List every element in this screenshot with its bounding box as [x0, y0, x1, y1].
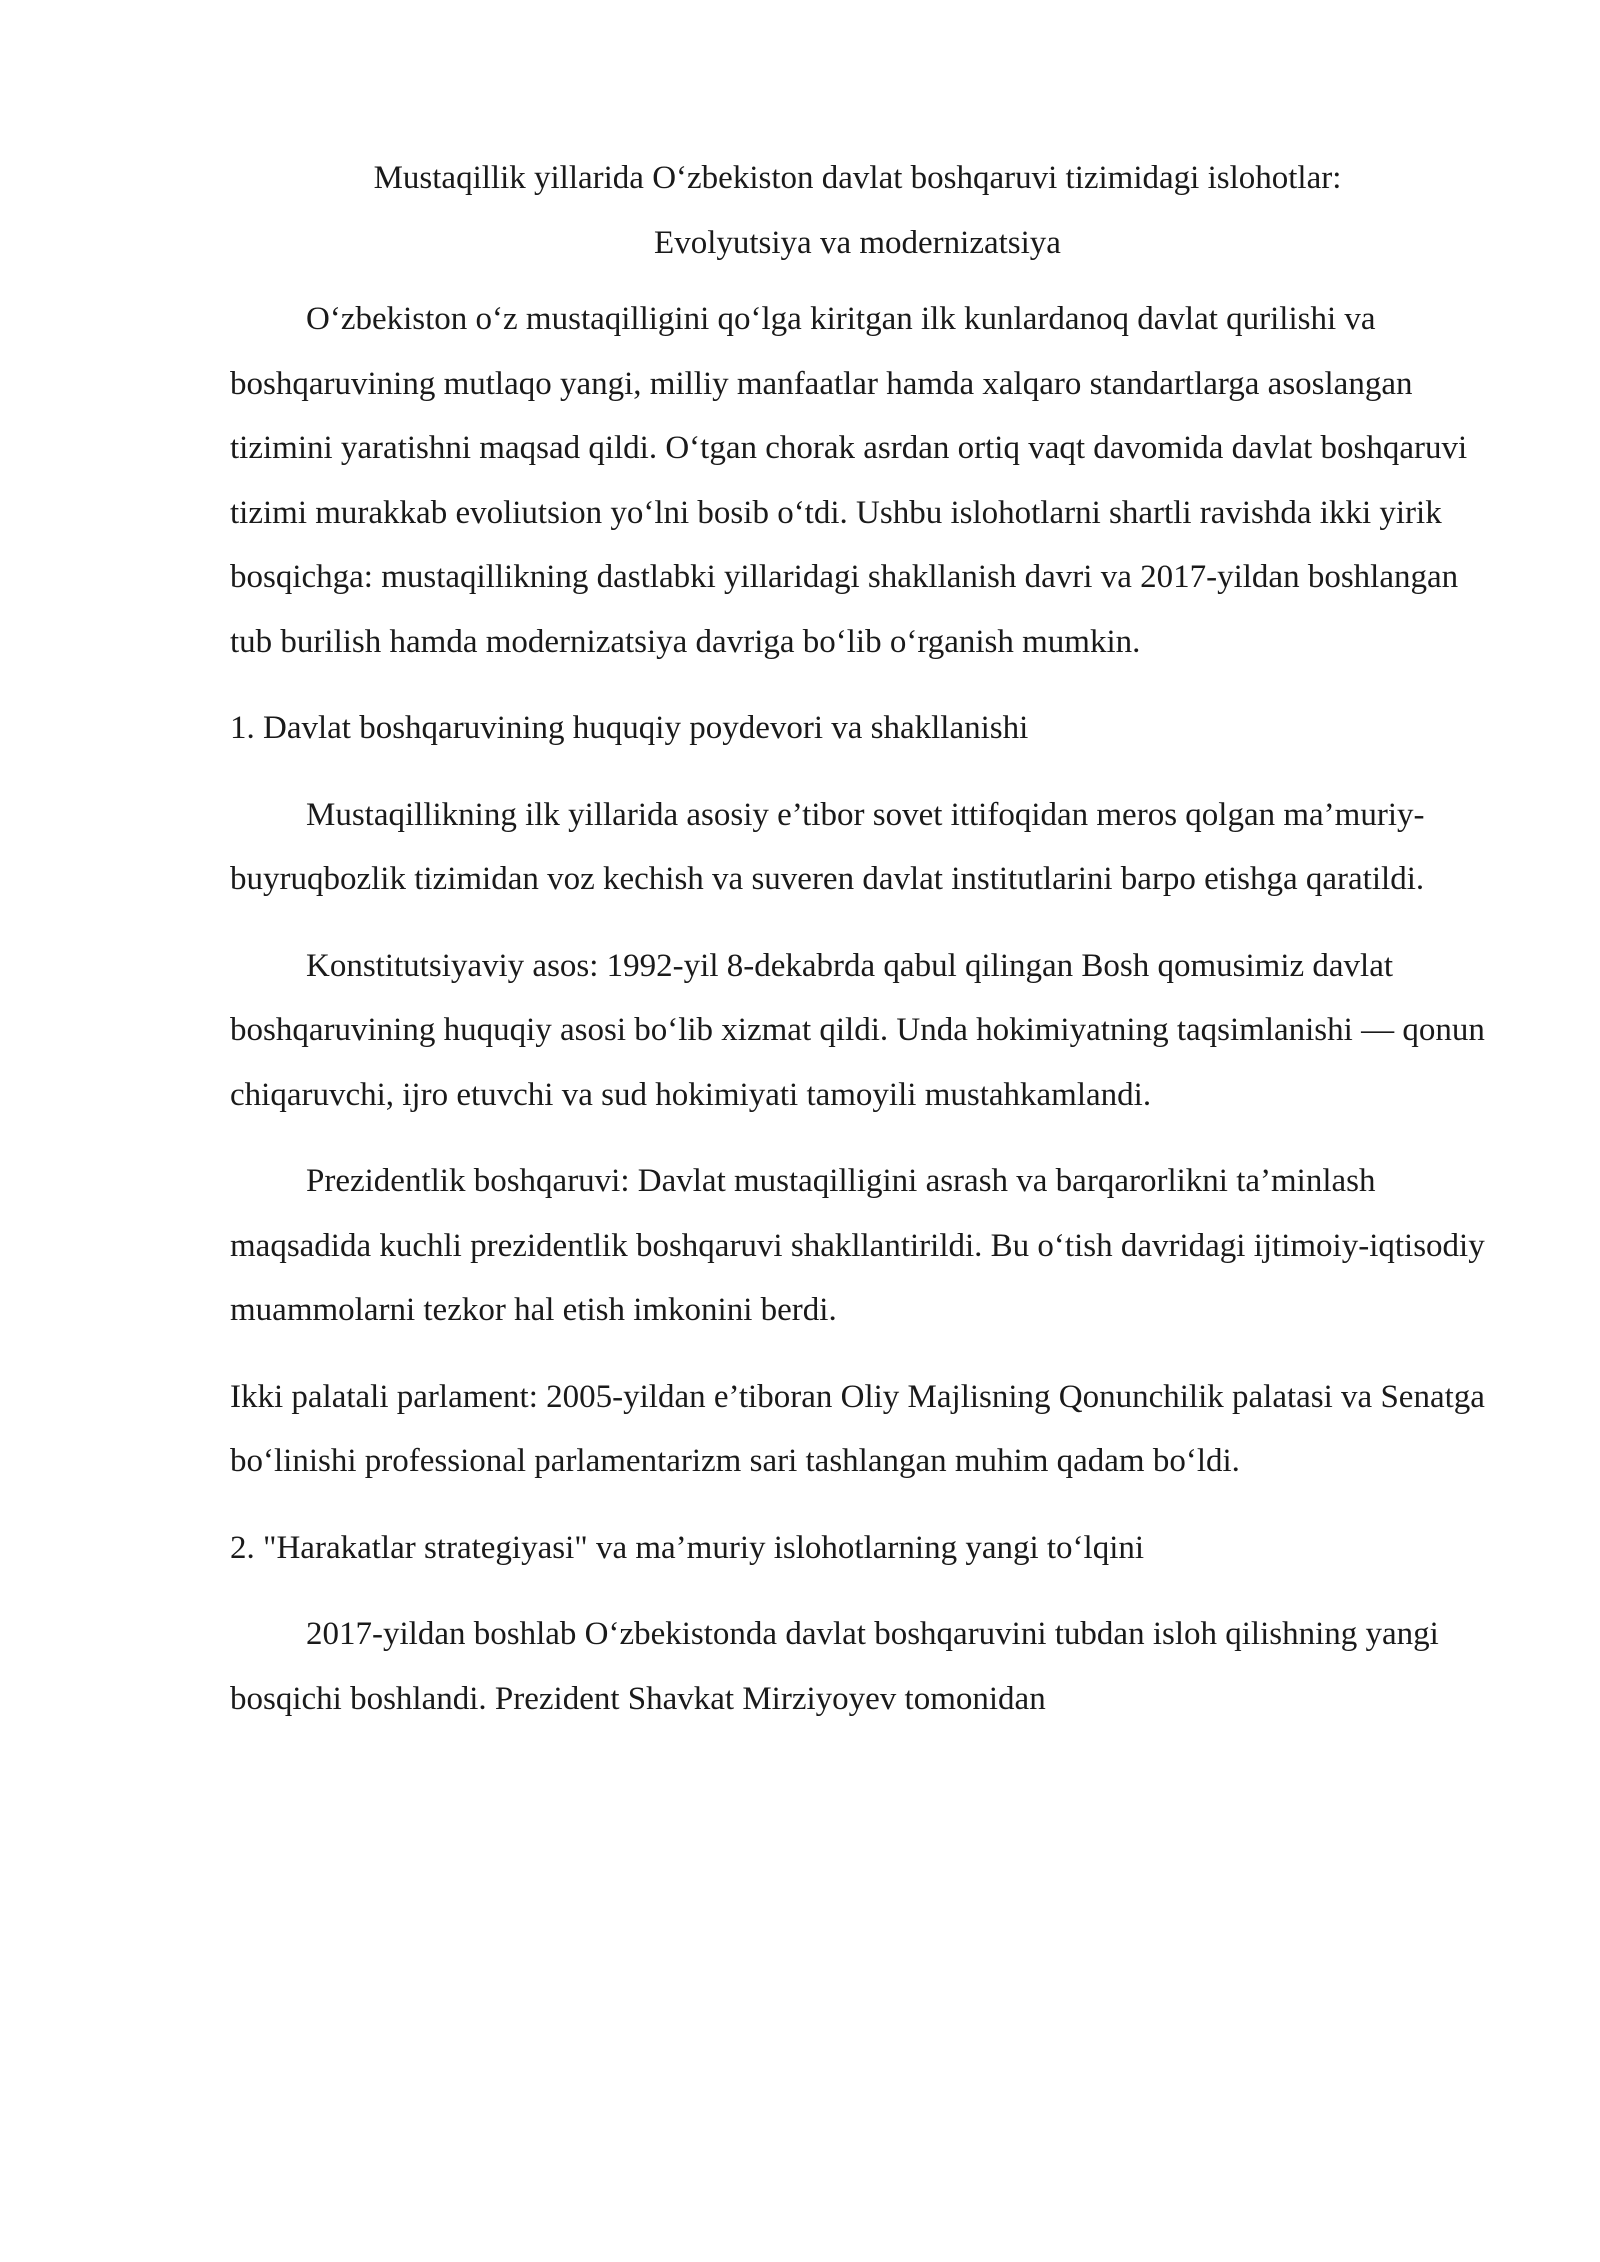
- section1-paragraph-presidential: Prezidentlik boshqaruvi: Davlat mustaqilligini asrash va barqarorlikni ta’minlash maqsadida kuchli prezidentlik boshqaruvi shakllantirildi. Bu o‘tish davridagi ijtimoiy-iqtisodiy muammolarni tezkor hal etish imkonini berdi.: [230, 1163, 1485, 1328]
- section1-paragraph-1: Mustaqillikning ilk yillarida asosiy e’tibor sovet ittifoqidan meros qolgan ma’muriy-buyruqbozlik tizimidan voz kechish va suveren davlat institutlarini barpo etishga qaratildi.: [230, 796, 1425, 897]
- document-body: [230, 146, 1485, 1753]
- title-line-1: Mustaqillik yillarida O‘zbekiston davlat boshqaruvi tizimidagi islohotlar:: [373, 160, 1342, 196]
- intro-paragraph: O‘zbekiston o‘z mustaqilligini qo‘lga kiritgan ilk kunlardanoq davlat qurilishi va boshqaruvining mutlaqo yangi, milliy manfaatlar hamda xalqaro standartlarga asoslangan tizimini yaratishni maqsad qildi. O‘tgan chorak asrdan ortiq vaqt davomida davlat boshqaruvi tizimi murakkab evoliutsion yo‘lni bosib o‘tdi. Ushbu islohotlarni shartli ravishda ikki yirik bosqichga: mustaqillikning dastlabki yillaridagi shakllanish davri va 2017-yildan boshlangan tub burilish hamda modernizatsiya davriga bo‘lib o‘rganish mumkin.: [230, 301, 1468, 660]
- section1-paragraph-parliament: Ikki palatali parlament: 2005-yildan e’tiboran Oliy Majlisning Qonunchilik palatasi va Senatga bo‘linishi professional parlamentarizm sari tashlangan muhim qadam bo‘ldi.: [230, 1378, 1485, 1479]
- document-title: [230, 146, 1485, 275]
- section-heading-2: 2. "Harakatlar strategiyasi" va ma’muriy islohotlarning yangi to‘lqini: [230, 1529, 1145, 1566]
- section2-paragraph-1: 2017-yildan boshlab O‘zbekistonda davlat boshqaruvini tubdan isloh qilishning yangi bosqichi boshlandi. Prezident Shavkat Mirziyoyev tomonidan: [230, 1616, 1439, 1717]
- section1-paragraph-constitution: Konstitutsiyaviy asos: 1992-yil 8-dekabrda qabul qilingan Bosh qomusimiz davlat boshqaruvining huquqiy asosi bo‘lib xizmat qildi. Unda hokimiyatning taqsimlanishi — qonun chiqaruvchi, ijro etuvchi va sud hokimiyati tamoyili mustahkamlandi.: [230, 947, 1485, 1113]
- title-line-2: Evolyutsiya va modernizatsiya: [654, 224, 1061, 261]
- section-heading-1: 1. Davlat boshqaruvining huquqiy poydevori va shakllanishi: [230, 710, 1029, 746]
